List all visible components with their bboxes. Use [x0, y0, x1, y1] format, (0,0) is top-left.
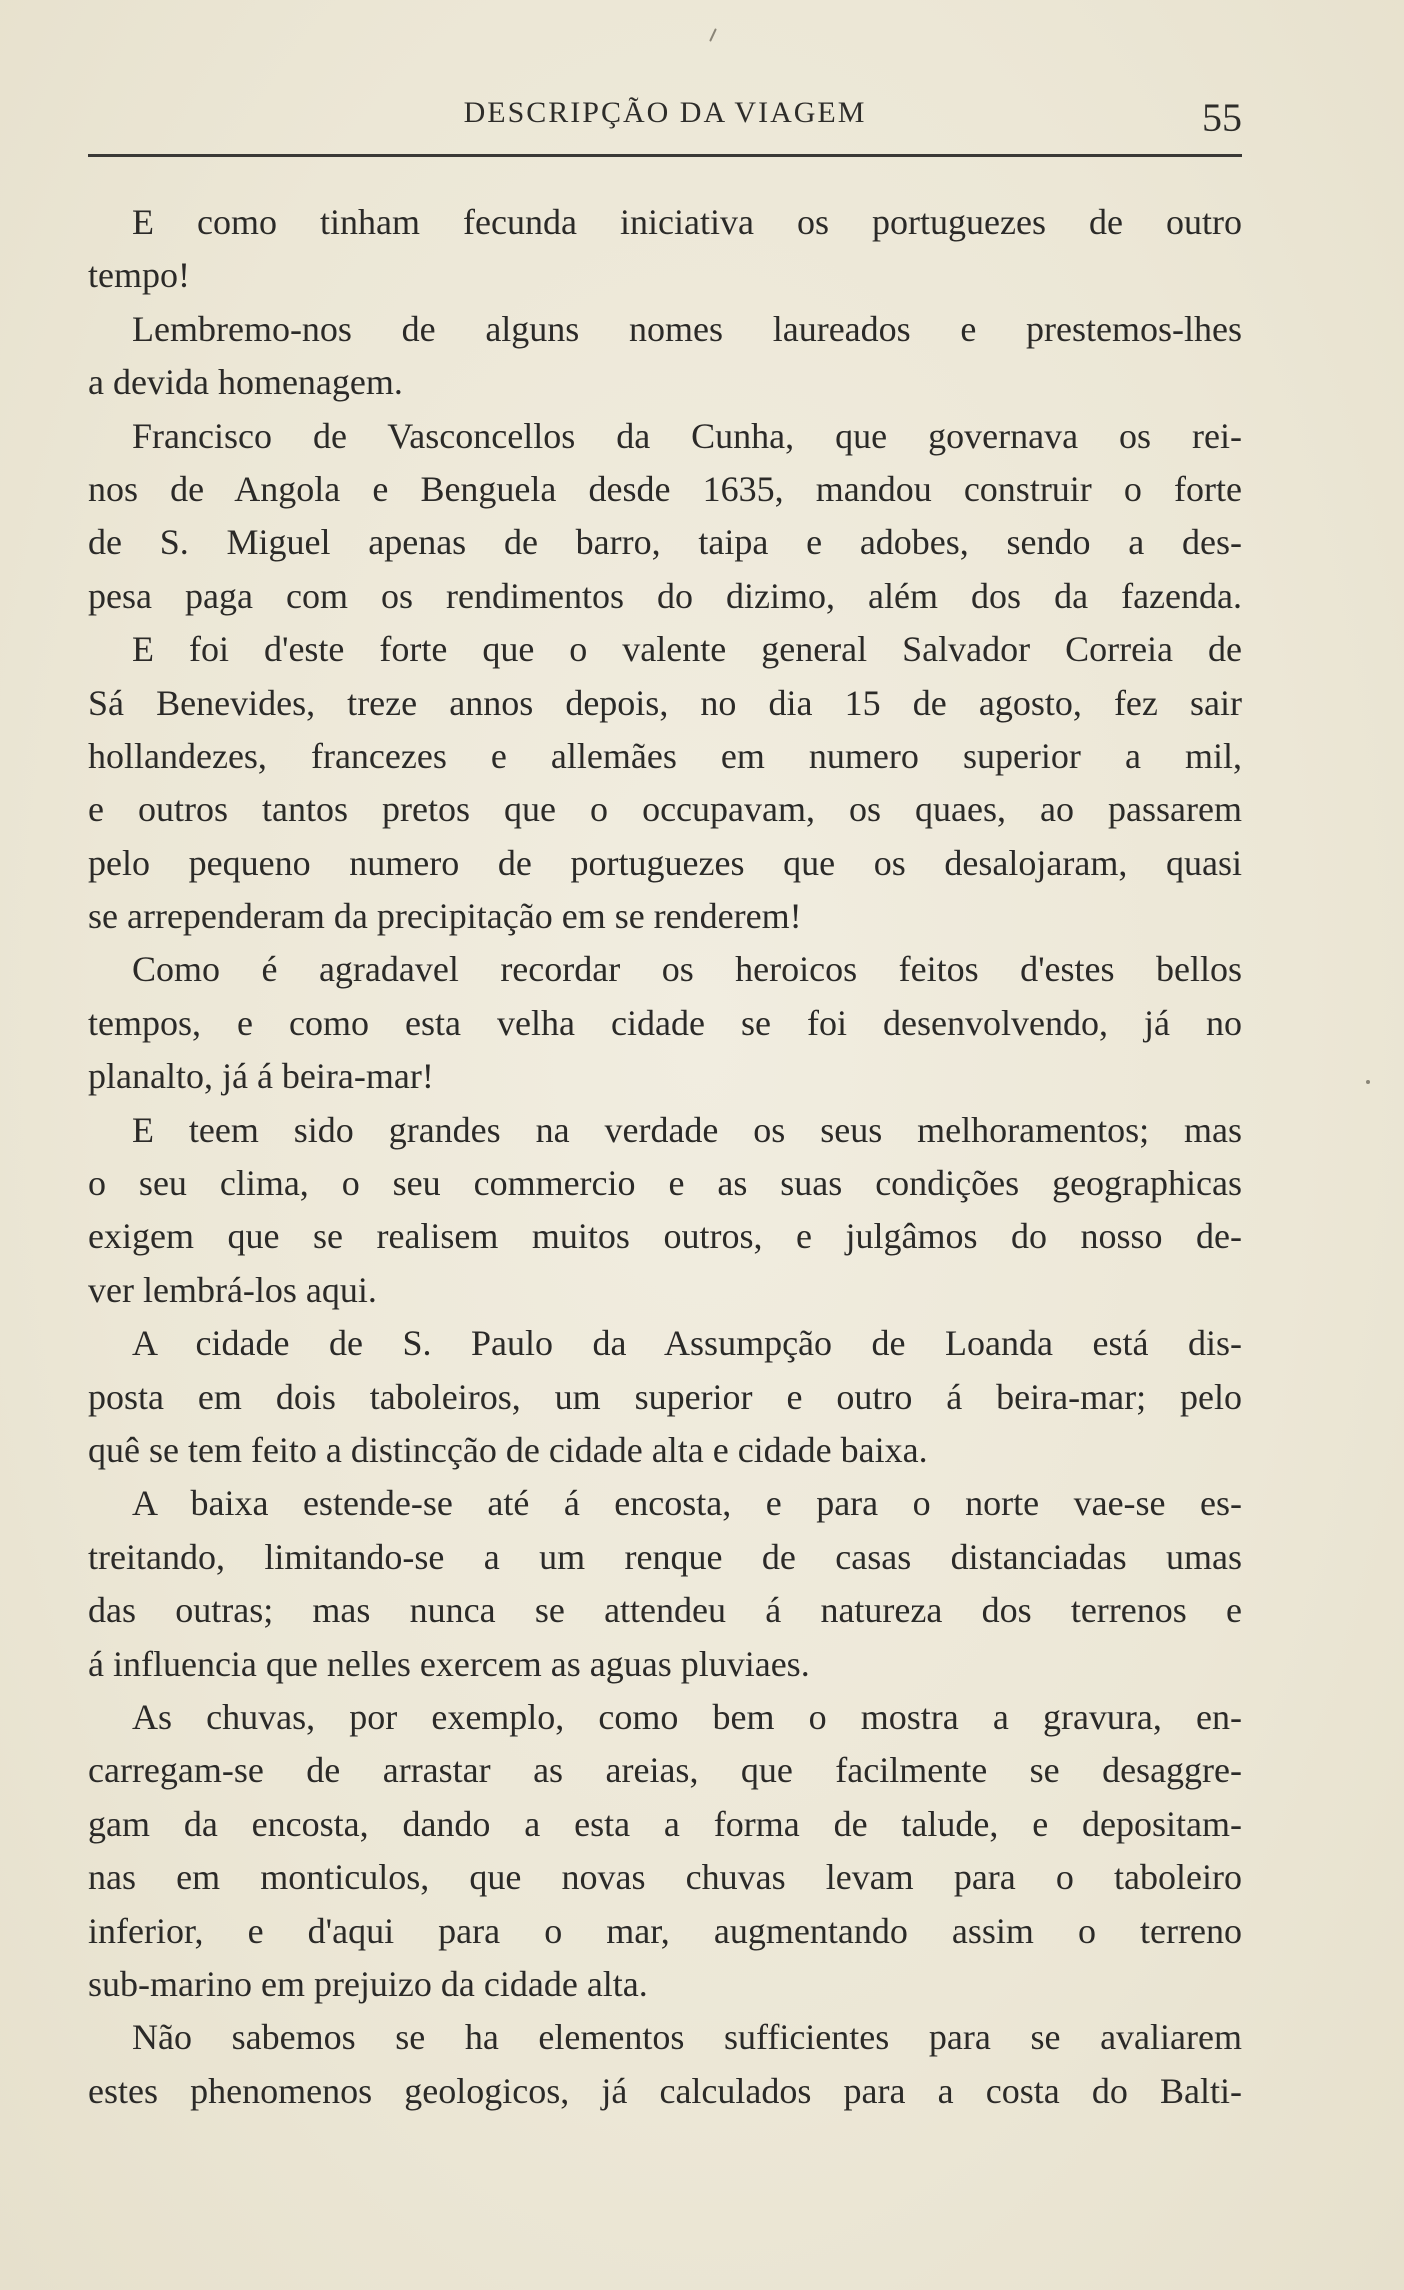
text-line: exigem que se realisem muitos outros, e julgâmos do nosso de-: [88, 1216, 1242, 1257]
text-line: se arrependeram da precipitação em se renderem!: [88, 896, 802, 937]
text-line: Lembremo-nos de alguns nomes laureados e prestemos-lhes: [132, 308, 1242, 349]
page-header: [88, 88, 1242, 148]
text-line: á influencia que nelles exercem as aguas pluviaes.: [88, 1643, 810, 1684]
text-line: Francisco de Vasconcellos da Cunha, que governava os rei-: [132, 415, 1242, 456]
text-line: Como é agradavel recordar os heroicos feitos d'estes bellos: [132, 949, 1242, 990]
text-line: inferior, e d'aqui para o mar, augmentando assim o terreno: [88, 1910, 1242, 1951]
text-line: o seu clima, o seu commercio e as suas condições geographicas: [88, 1163, 1242, 1204]
text-line: tempos, e como esta velha cidade se foi desenvolvendo, já no: [88, 1002, 1242, 1043]
text-line: nas em monticulos, que novas chuvas levam para o taboleiro: [88, 1857, 1242, 1898]
text-line: As chuvas, por exemplo, como bem o mostra a gravura, en-: [132, 1696, 1242, 1737]
running-title: DESCRIPÇÃO DA VIAGEM: [463, 96, 867, 129]
paper-speck: [1366, 1080, 1370, 1084]
text-line: de S. Miguel apenas de barro, taipa e adobes, sendo a des-: [88, 522, 1242, 563]
text-line: A baixa estende-se até á encosta, e para o norte vae-se es-: [132, 1483, 1242, 1524]
text-line: posta em dois taboleiros, um superior e outro á beira-mar; pelo: [88, 1376, 1242, 1417]
text-line: nos de Angola e Benguela desde 1635, mandou construir o forte: [88, 468, 1242, 509]
text-line: hollandezes, francezes e allemães em numero superior a mil,: [88, 735, 1242, 776]
text-line: A cidade de S. Paulo da Assumpção de Loanda está dis-: [132, 1323, 1242, 1364]
text-line: Não sabemos se ha elementos sufficientes para se avaliarem: [132, 2017, 1242, 2058]
text-line: a devida homenagem.: [88, 362, 403, 403]
text-line: ver lembrá-los aqui.: [88, 1269, 377, 1310]
text-line: E foi d'este forte que o valente general Salvador Correia de: [132, 629, 1242, 670]
text-line: planalto, já á beira-mar!: [88, 1056, 434, 1097]
text-line: sub-marino em prejuizo da cidade alta.: [88, 1963, 648, 2004]
paper-speck: [709, 28, 717, 42]
body-text: [88, 196, 1242, 2118]
page-number: 55: [1202, 95, 1242, 140]
text-line: gam da encosta, dando a esta a forma de talude, e depositam-: [88, 1803, 1242, 1844]
text-line: Sá Benevides, treze annos depois, no dia 15 de agosto, fez sair: [88, 682, 1242, 723]
text-line: E teem sido grandes na verdade os seus melhoramentos; mas: [132, 1109, 1242, 1150]
text-line: treitando, limitando-se a um renque de casas distanciadas umas: [88, 1536, 1242, 1577]
text-line: tempo!: [88, 255, 190, 296]
text-line: estes phenomenos geologicos, já calculados para a costa do Balti-: [88, 2070, 1242, 2111]
text-line: E como tinham fecunda iniciativa os portuguezes de outro: [132, 202, 1242, 242]
text-line: pesa paga com os rendimentos do dizimo, além dos da fazenda.: [88, 575, 1242, 616]
text-line: carregam-se de arrastar as areias, que facilmente se desaggre-: [88, 1750, 1242, 1791]
text-line: e outros tantos pretos que o occupavam, os quaes, ao passarem: [88, 789, 1242, 830]
text-line: das outras; mas nunca se attendeu á natureza dos terrenos e: [88, 1590, 1242, 1631]
text-line: quê se tem feito a distincção de cidade alta e cidade baixa.: [88, 1429, 928, 1470]
header-rule: [88, 154, 1242, 157]
text-line: pelo pequeno numero de portuguezes que os desalojaram, quasi: [88, 842, 1242, 883]
